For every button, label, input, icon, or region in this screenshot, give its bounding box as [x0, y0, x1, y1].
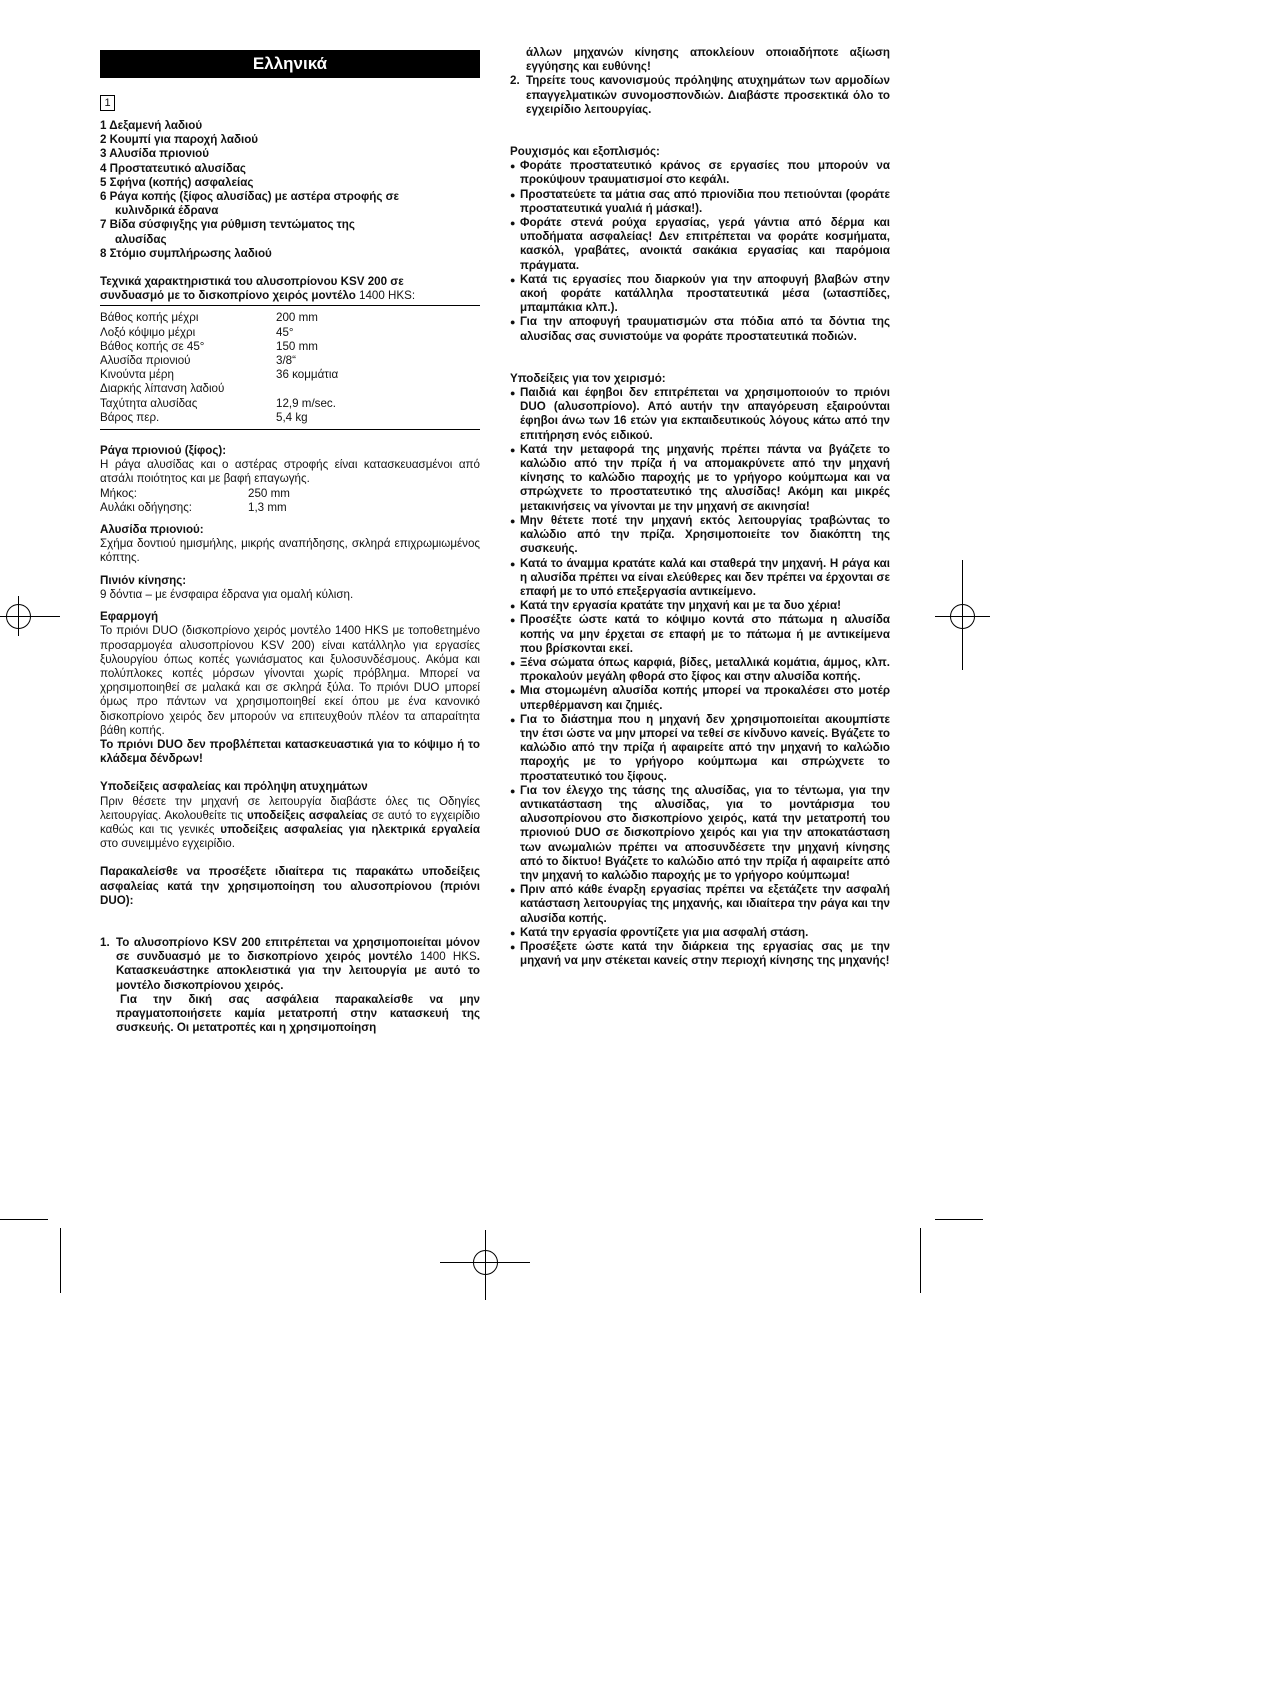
registration-mark-bottom — [440, 1230, 530, 1300]
safety-item-1-text: Για την δική σας ασφάλεια παρακαλείσθε να μην πραγματοποιήσετε καμία μετατροπή στην κατασκευή της συσκευής. Οι μετατροπές και η χρησιμοποίηση — [116, 992, 480, 1035]
clothing-heading: Ρουχισμός και εξοπλισμός: — [510, 145, 660, 159]
crop-mark — [935, 1219, 983, 1220]
figure-number-box: 1 — [100, 95, 115, 111]
chain-section — [100, 523, 480, 566]
rail-heading: Ράγα πριονιού (ξίφος): — [100, 444, 227, 458]
application-heading: Εφαρμογή — [100, 610, 159, 624]
spec-row: Βάρος περ. 5,4 kg — [100, 410, 308, 424]
part-item: 2 Κουμπί για παροχή λαδιού — [100, 133, 259, 147]
handling-item: ● Μια στομωμένη αλυσίδα κοπής μπορεί να προκαλέσει στο μοτέρ υπερθέρμανση και ζημιές. — [510, 684, 890, 712]
part-item-continuation: αλυσίδας — [115, 232, 167, 246]
handling-item: ● Ξένα σώματα όπως καρφιά, βίδες, μεταλλικά κομάτια, άμμος, κλπ. προκαλούν μεγάλη φθορά στο ξίφος και στην αλυσίδα κοπής. — [510, 656, 890, 684]
part-item: 3 Αλυσίδα πριονιού — [100, 147, 210, 161]
safety-attention: Παρακαλείσθε να προσέξετε ιδιαίτερα τις παρακάτω υποδείξεις ασφαλείας κατά την χρησιμοποίηση του αλυσοπρίονου (πριόνι DUO): — [100, 865, 480, 907]
spec-row: Αλυσίδα πριονιού 3/8“ — [100, 354, 296, 368]
clothing-item: ● Για την αποφυγή τραυματισμών στα πόδια από τα δόντια της αλυσίδας σας συνιστούμε να φοράτε προστατευτικά ποδιών. — [510, 315, 890, 343]
part-item-continuation: κυλινδρικά έδρανα — [115, 204, 219, 218]
pinion-heading: Πινιόν κίνησης: — [100, 573, 187, 587]
safety-item-1-continued: άλλων μηχανών κίνησης αποκλείουν οποιαδήποτε αξίωση εγγύησης και ευθύνης! — [526, 46, 890, 74]
clothing-item: ● Προστατεύετε τα μάτια σας από πριονίδια που πετιούνται (φοράτε προστατευτικά γυαλιά ή μάσκα!). — [510, 188, 890, 216]
rail-spec-row: Αυλάκι οδήγησης: 1,3 mm — [100, 500, 287, 514]
handling-item: ● Παιδιά και έφηβοι δεν επιτρέπεται να χρησιμοποιούν το πριόνι DUO (αλυσοπρίονο). Από αυτήν την απαγόρευση εξαιρούνται έφηβοι άνω των 16 ετών για εκπαιδευτικούς λόγους κάτω από την επιτήρηση ενός ειδικού. — [510, 386, 890, 443]
handling-section — [510, 372, 890, 969]
application-text: Το πριόνι DUO (δισκοπρίονο χειρός μοντέλο 1400 HKS με τοποθετημένο προσαρμογέα αλυσοπρίονου KSV 200) είναι κατάλληλο για εργασίες ξυλουργίου όπως κοπές γωνιάσματος και ξυλοσυνδέσμους. Ακόμα και πολύπλοκες κοπές μόρσων γίνονται χωρίς πρόβλημα. Μπορεί να χρησιμοποιηθεί σε μαλακά και σε σκληρά ξύλα. Το πριόνι DUO μπορεί όμως προ πάντων να χρησιμοποιηθεί εκεί όπου με ένα κανονικό δισκοπρίονο χειρός δεν μπορούν να επιτευχθούν πλέον τα απαραίτητα βάθη κοπής. — [100, 624, 480, 737]
handling-item: ● Κατά την εργασία φροντίζετε για μια ασφαλή στάση. — [510, 926, 890, 940]
rail-spec-row: Μήκος: 250 mm — [100, 486, 290, 500]
specs-title: Τεχνικά χαρακτηριστικά του αλυσοπρίονου KSV 200 σε συνδυασμό με το δισκοπρίονο χειρός μοντέλο 1400 HKS: — [100, 275, 480, 306]
safety-text: Πριν θέσετε την μηχανή σε λειτουργία διαβάστε όλες τις Οδηγίες λειτουργίας. Ακολουθείτε τις υποδείξεις ασφαλείας σε αυτό το εγχειρίδιο καθώς και τις γενικές υποδείξεις ασφαλείας για ηλεκτρικά εργαλεία στο συνειμμένο εγχειρίδιο. — [100, 794, 480, 851]
safety-heading: Υποδείξεις ασφαλείας και πρόληψη ατυχημάτων — [100, 780, 368, 794]
left-column — [100, 46, 480, 1035]
application-note: Το πριόνι DUO δεν προβλέπεται κατασκευαστικά για το κόψιμο ή το κλάδεμα δένδρων! — [100, 737, 480, 766]
handling-item: ● Προσέξτε ώστε κατά το κόψιμο κοντά στο πάτωμα η αλυσίδα κοπής να μην έρχεται σε επαφή με το πάτωμα ή με αντικείμενα που βρίσκονται εκεί. — [510, 613, 890, 656]
rail-text: Η ράγα αλυσίδας και ο αστέρας στροφής είναι κατασκευασμένοι από ατσάλι ποιότητος και με βαφή επαγωγής. — [100, 458, 480, 486]
clothing-item: ● Κατά τις εργασίες που διαρκούν για την αποφυγή βλαβών στην ακοή φοράτε κατάλληλα προστατευτικά μέσα (ωτασπίδες, μπαμπάκια κλπ.). — [510, 273, 890, 316]
safety-item-1: 1. Το αλυσοπρίονο KSV 200 επιτρέπεται να χρησιμοποιείται μόνον σε συνδυασμό με το δισκοπρίονο χειρός μοντέλο 1400 HKS. Κατασκευάστηκε αποκλειστικά για την λειτουργία με αυτό το μοντέλο δισκοπρίονου χειρός. Για την δική σας ασφάλεια παρακαλείσθε να μην πραγματοποιήσετε καμία μετατροπή στην κατασκευή της συσκευής. Οι μετατροπές και η χρησιμοποίηση — [100, 935, 480, 1035]
crop-mark — [920, 1228, 921, 1293]
rail-section — [100, 444, 480, 515]
pinion-text: 9 δόντια – με ένσφαιρα έδρανα για ομαλή κύλιση. — [100, 587, 354, 601]
chain-text: Σχήμα δοντιού ημισμήλης, μικρής αναπήδησης, σκληρά επιχρωμιωμένος κόπτης. — [100, 537, 480, 565]
spec-row: Λοξό κόψιμο μέχρι 45° — [100, 325, 294, 339]
handling-item: ● Κατά το άναμμα κρατάτε καλά και σταθερά την μηχανή. Η ράγα και η αλυσίδα πρέπει να είναι ελεύθερες και δεν πρέπει να έρχονται σε επαφή με το υπό επεξεργασία αντικείμενο. — [510, 557, 890, 600]
part-item: 8 Στόμιο συμπλήρωσης λαδιού — [100, 246, 272, 260]
language-header: Ελληνικά — [100, 50, 480, 78]
right-column — [510, 46, 890, 968]
crop-mark — [0, 1219, 48, 1220]
specs-divider — [100, 429, 480, 430]
part-item: 7 Βίδα σύσφιγξης για ρύθμιση τεντώματος της — [100, 218, 355, 232]
registration-mark-right — [935, 560, 995, 670]
clothing-item: ● Φοράτε προστατευτικό κράνος σε εργασίες που μπορούν να προκύψουν τραυματισμοί στο κεφάλι. — [510, 159, 890, 187]
handling-heading: Υποδείξεις για τον χειρισμό: — [510, 371, 666, 385]
safety-section — [100, 780, 480, 1035]
handling-item: ● Προσέξετε ώστε κατά την διάρκεια της εργασίας σας με την μηχανή να μην στέκεται κανείς στην περιοχή κίνησης της μηχανής! — [510, 940, 890, 968]
safety-item-2: 2. Τηρείτε τους κανονισμούς πρόληψης ατυχημάτων των αρμοδίων επαγγελματικών συνομοσπονδιών. Διαβάστε προσεκτικά όλο το εγχειρίδιο λειτουργίας. — [510, 74, 890, 116]
spec-row: Ταχύτητα αλυσίδας 12,9 m/sec. — [100, 396, 336, 410]
handling-item: ● Κατά την εργασία κρατάτε την μηχανή και με τα δυο χέρια! — [510, 599, 890, 613]
part-item: 4 Προστατευτικό αλυσίδας — [100, 161, 246, 175]
handling-item: ● Κατά την μεταφορά της μηχανής πρέπει πάντα να βγάζετε το καλώδιο από την πρίζα ή να απομακρύνετε από την μηχανή κίνησης το καλώδιο παροχής με το γρήγορο κούμπωμα και να σπρώχνετε το προστατευτικό της αλυσίδας! Ακόμη και μικρές μετακινήσεις να γίνονται με την μηχανή σε ακινησία! — [510, 443, 890, 514]
clothing-item: ● Φοράτε στενά ρούχα εργασίας, γερά γάντια από δέρμα και υποδήματα ασφαλείας! Δεν επιτρέπεται να φοράτε κοσμήματα, κασκόλ, γραβάτες, ανοικτά σακάκια εργασίας και παρόμοια πράγματα. — [510, 216, 890, 273]
registration-mark-left — [0, 596, 60, 636]
spec-row: Βάθος κοπής σε 45° 150 mm — [100, 339, 318, 353]
clothing-section — [510, 145, 890, 344]
specs-section — [100, 275, 480, 430]
parts-list — [100, 119, 480, 261]
handling-item: ● Για τον έλεγχο της τάσης της αλυσίδας, για το τέντωμα, για την αντικατάσταση της αλυσίδας, για το μοντάρισμα του αλυσοπρίονου στο δισκοπρίονο χειρός, κατά την μετατροπή του πριονιού DUO σε δισκοπρίονο χειρός και για την αποκατάσταση των ανωμαλιών πρέπει να αποσυνδέσετε την μηχανή κίνησης από το δίκτυο! Βγάζετε το καλώδιο από την πρίζα ή αφαιρείτε από την μηχανή το καλώδιο παροχής με το γρήγορο κούμπωμα! — [510, 784, 890, 883]
chain-heading: Αλυσίδα πριονιού: — [100, 523, 204, 537]
part-item: 6 Ράγα κοπής (ξίφος αλυσίδας) με αστέρα στροφής σε — [100, 190, 400, 204]
application-section — [100, 610, 480, 766]
spec-row: Βάθος κοπής μέχρι 200 mm — [100, 311, 318, 325]
spec-row: Διαρκής λίπανση λαδιού — [100, 382, 225, 396]
crop-mark — [60, 1228, 61, 1293]
part-item: 1 Δεξαμενή λαδιού — [100, 119, 203, 132]
handling-item: ● Πριν από κάθε έναρξη εργασίας πρέπει να εξετάζετε την ασφαλή κατάσταση λειτουργίας της μηχανής, και ιδιαίτερα την ράγα και την αλυσίδα κοπής. — [510, 883, 890, 926]
part-item: 5 Σφήνα (κοπής) ασφαλείας — [100, 175, 254, 189]
handling-item: ● Μην θέτετε ποτέ την μηχανή εκτός λειτουργίας τραβώντας το καλώδιο από την πρίζα. Χρησιμοποιείτε τον διακόπτη της συσκευής. — [510, 514, 890, 557]
pinion-section — [100, 574, 480, 602]
spec-row: Κινούντα μέρη 36 κομμάτια — [100, 368, 339, 382]
handling-item: ● Για το διάστημα που η μηχανή δεν χρησιμοποιείται ακουμπίστε την έτσι ώστε να μην μπορεί να τεθεί σε κίνδυνο κανείς. Βγάζετε το καλώδιο από την πρίζα ή αφαιρείτε από την μηχανή το καλώδιο παροχής με το γρήγορο κούμπωμα και σπρώχνετε το προστατευτικό του ξίφους. — [510, 713, 890, 784]
